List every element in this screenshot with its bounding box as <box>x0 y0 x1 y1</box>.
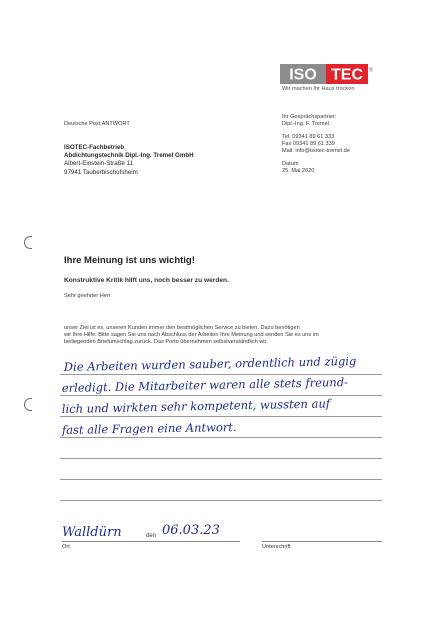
date-label: Datum <box>282 161 299 167</box>
handwritten-line-3: lich und wirkten sehr kompetent, wussten auf <box>61 396 331 416</box>
handwritten-date: 06.03.23 <box>162 523 220 538</box>
brand-tagline: Wir machen Ihr Haus trocken <box>282 86 355 92</box>
address-line-company-2: Abdichtungstechnik Dipl.-Ing. Tremel GmbH <box>64 152 194 160</box>
address-line-street: Albert-Einstein-Straße 11 <box>64 160 134 168</box>
registered-mark: ® <box>368 68 374 74</box>
signature-line <box>262 541 382 542</box>
page-subtitle: Konstruktive Kritik hilft uns, noch besser zu werden. <box>64 277 229 284</box>
ruled-line <box>60 395 382 396</box>
page-title: Ihre Meinung ist uns wichtig! <box>64 255 195 266</box>
body-text <box>64 325 319 346</box>
fold-mark-bottom <box>24 398 32 411</box>
handwritten-line-1: Die Arbeiten wurden sauber, ordentlich und zügig <box>63 353 357 374</box>
logo-text-left: ISO <box>289 66 317 84</box>
contact-tel: Tel. 09341 89 61 333 <box>282 134 335 140</box>
handwritten-line-2: erledigt. Die Mitarbeiter waren alle stets freund- <box>61 375 349 395</box>
isotec-logo <box>280 64 376 84</box>
address-line-city: 97941 Tauberbischofsheim <box>64 168 138 176</box>
contact-fax: Fax 09341 89 61 339 <box>282 141 335 147</box>
body-line-3: beiliegenden Briefumschlag zurück. Das Porto übernehmen selbstverständlich wir. <box>64 339 268 345</box>
fold-mark-top <box>24 236 32 249</box>
body-line-1: unser Ziel ist es, unseren Kunden immer den bestmöglichen Service zu bieten. Dazu benötigen <box>64 325 300 331</box>
date-value: 25. Mai 2020 <box>282 168 315 174</box>
logo-text-right: TEC <box>331 66 363 84</box>
contact-person-name: Dipl.-Ing. F. Tremel <box>282 121 329 127</box>
handwritten-place: Walldürn <box>62 525 122 540</box>
address-block <box>64 144 194 177</box>
salutation: Sehr geehrter Herr <box>64 293 111 299</box>
address-line-company: ISOTEC-Fachbetrieb <box>64 144 125 151</box>
place-date-line <box>62 541 240 542</box>
footer-place-label: Ort <box>62 544 70 550</box>
contact-person-label: Ihr Gesprächspartner: <box>282 114 337 120</box>
ruled-line <box>60 437 382 438</box>
contact-block <box>282 114 350 175</box>
ruled-line <box>60 458 382 459</box>
contact-mail: Mail: info@isotec-tremel.de <box>282 148 350 154</box>
body-line-2: wir Ihre Hilfe: Bitte sagen Sie uns nach Abschluss der Arbeiten Ihre Meinung und senden Sie es uns im <box>64 332 319 338</box>
ruled-line <box>60 416 382 417</box>
handwritten-line-4: fast alle Fragen eine Antwort. <box>61 419 237 437</box>
footer-den: den <box>146 533 157 539</box>
ruled-line <box>60 500 382 501</box>
ruled-line <box>60 479 382 480</box>
footer-signature-label: Unterschrift <box>262 544 291 550</box>
sender-line: Deutsche Post ANTWORT <box>64 121 130 127</box>
